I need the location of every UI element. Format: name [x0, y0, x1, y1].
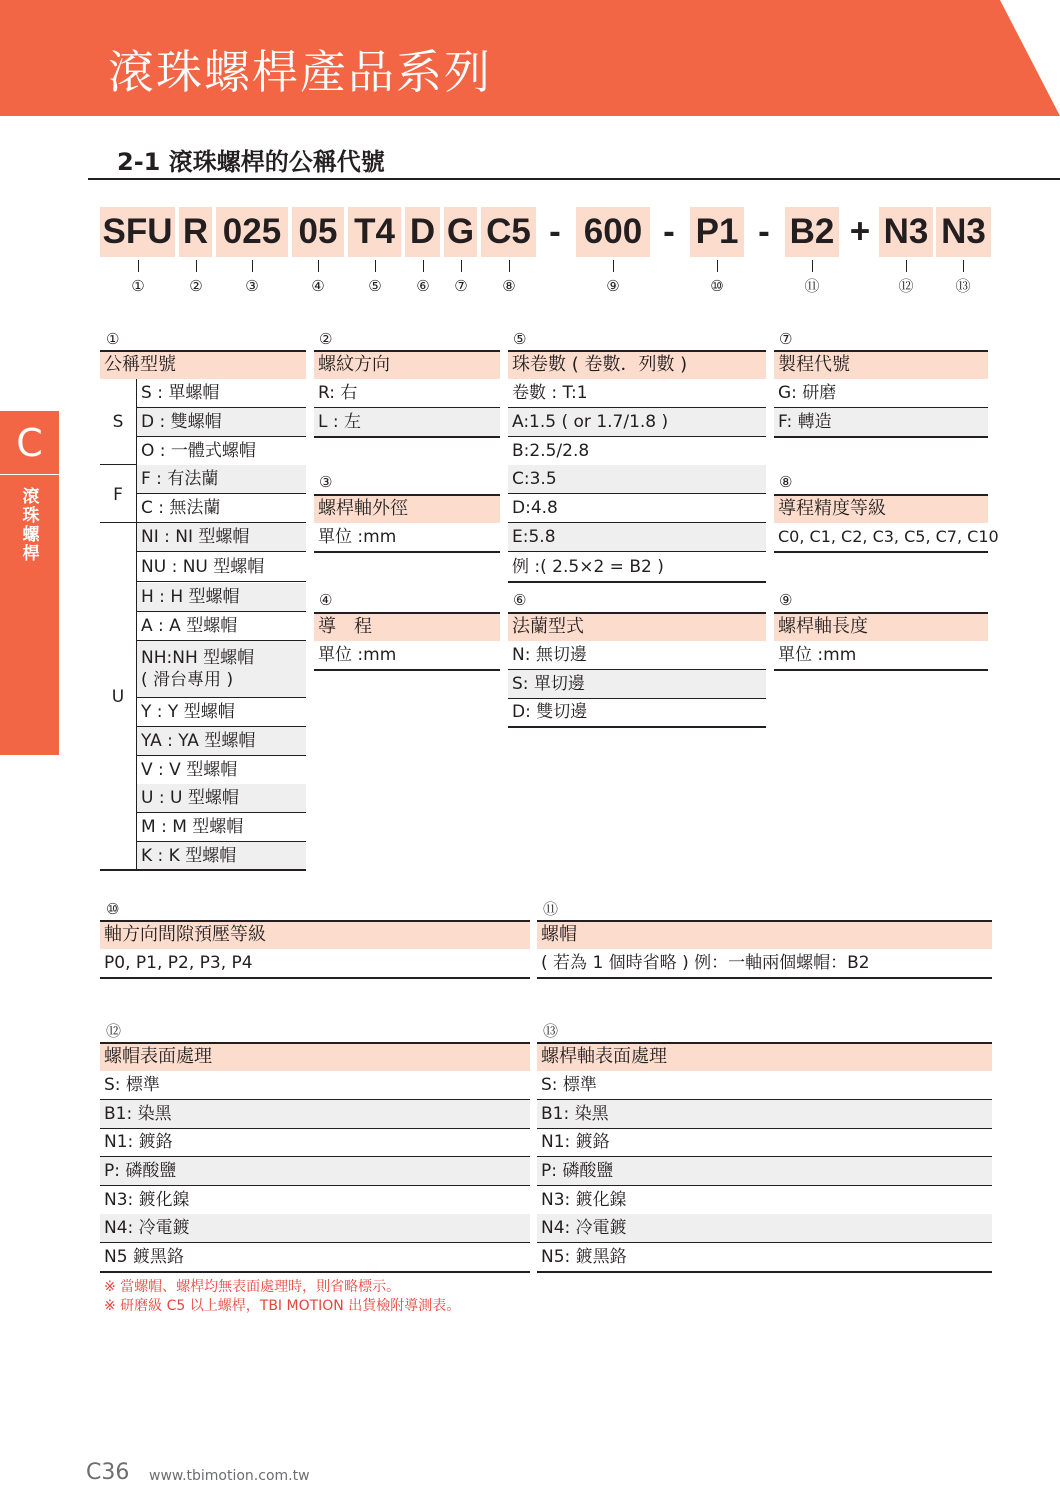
table-row: D:4.8 [508, 494, 766, 523]
table-header: 螺桿軸表面處理 [537, 1042, 992, 1071]
group-label: U [111, 687, 125, 707]
table-header: 螺桿軸長度 [774, 612, 988, 641]
table-row: N3: 鍍化鎳 [100, 1186, 530, 1215]
table-number: ② [319, 330, 333, 348]
table-row: N5 鍍黑鉻 [100, 1243, 530, 1272]
table-bottom-rule [774, 551, 988, 553]
table-row: K : K 型螺帽 [137, 842, 306, 871]
code-part: SFU [100, 207, 175, 257]
code-part: D [405, 207, 440, 257]
table-row: G: 研磨 [774, 379, 988, 408]
table-row: NH:NH 型螺帽 ( 滑台專用 ) [137, 641, 306, 698]
code-part: 05 [292, 207, 344, 257]
table-divider [100, 464, 136, 465]
table-row: C:3.5 [508, 465, 766, 494]
table-bottom-rule [508, 726, 766, 728]
code-separator: - [549, 212, 561, 251]
table-row: S : 單螺帽 [137, 379, 306, 408]
table-bottom-rule [314, 436, 500, 438]
table-row: B1: 染黑 [537, 1100, 992, 1129]
table-row: 例 :( 2.5×2 = B2 ) [508, 553, 766, 582]
code-number: ④ [311, 277, 325, 295]
table-row: ( 若為 1 個時省略 ) 例：一軸兩個螺帽：B2 [537, 949, 992, 978]
table-number: ⑪ [543, 900, 559, 918]
table-row: U : U 型螺帽 [137, 784, 306, 813]
table-row: NI : NI 型螺帽 [137, 523, 306, 552]
table-row: A : A 型螺帽 [137, 612, 306, 641]
code-number: ⑫ [898, 277, 914, 295]
code-part: C5 [481, 207, 536, 257]
code-separator: + [849, 212, 871, 251]
table-number: ⑫ [106, 1022, 122, 1040]
code-tick [461, 260, 462, 272]
table-number: ⑥ [513, 591, 527, 609]
code-part: R [179, 207, 212, 257]
table-row: B:2.5/2.8 [508, 437, 766, 466]
code-part: B2 [785, 207, 839, 257]
chapter-label: 滾珠螺桿 [22, 487, 40, 564]
table-row: M : M 型螺帽 [137, 813, 306, 842]
table-row: 單位 :mm [774, 641, 988, 670]
code-tick [717, 260, 718, 272]
code-number: ⑤ [368, 277, 382, 295]
code-tick [963, 260, 964, 272]
table-number: ⑬ [543, 1022, 559, 1040]
code-number: ⑩ [710, 277, 724, 295]
code-part: 025 [216, 207, 288, 257]
table-number: ⑩ [106, 900, 120, 918]
footnote: ※ 研磨級 C5 以上螺桿，TBI MOTION 出貨檢附導測表。 [104, 1298, 461, 1314]
banner-title: 滾珠螺桿產品系列 [108, 45, 492, 99]
code-number: ① [131, 277, 145, 295]
table-row: P: 磷酸鹽 [537, 1157, 992, 1186]
table-header: 製程代號 [774, 350, 988, 379]
table-header: 螺桿軸外徑 [314, 494, 500, 523]
table-row: N: 無切邊 [508, 641, 766, 670]
table-row: D : 雙螺帽 [137, 408, 306, 437]
table-header: 導程精度等級 [774, 494, 988, 523]
table-row: F: 轉造 [774, 408, 988, 437]
code-tick [423, 260, 424, 272]
table-bottom-rule [314, 669, 500, 671]
code-tick [509, 260, 510, 272]
table-row: Y : Y 型螺帽 [137, 698, 306, 727]
table-row: S: 標準 [100, 1071, 530, 1100]
table-number: ④ [319, 591, 333, 609]
code-part: N3 [879, 207, 933, 257]
footer-url[interactable]: www.tbimotion.com.tw [149, 1468, 310, 1484]
footnote: ※ 當螺帽、螺桿均無表面處理時，則省略標示。 [104, 1279, 401, 1295]
table-row: E:5.8 [508, 523, 766, 552]
table-number: ⑦ [779, 330, 793, 348]
table-bottom-rule [774, 436, 988, 438]
table-row: 單位 :mm [314, 523, 500, 552]
group-label: F [113, 485, 123, 505]
table-row: N5: 鍍黑鉻 [537, 1243, 992, 1272]
code-number: ⑥ [416, 277, 430, 295]
group-label: S [112, 412, 124, 432]
section-rule [88, 178, 1060, 180]
page-banner [0, 0, 1060, 116]
code-tick [138, 260, 139, 272]
table-row: V : V 型螺帽 [137, 756, 306, 785]
table-number: ① [106, 330, 120, 348]
page-number: C36 [86, 1460, 130, 1485]
table-number: ③ [319, 473, 333, 491]
table-number: ⑧ [779, 473, 793, 491]
code-number: ⑨ [606, 277, 620, 295]
code-tick [318, 260, 319, 272]
table-row: H : H 型螺帽 [137, 583, 306, 612]
table-header: 導 程 [314, 612, 500, 641]
table-header: 法蘭型式 [508, 612, 766, 641]
code-tick [906, 260, 907, 272]
code-part: T4 [348, 207, 401, 257]
code-tick [196, 260, 197, 272]
table-number: ⑨ [779, 591, 793, 609]
table-row: P: 磷酸鹽 [100, 1157, 530, 1186]
table-row: D: 雙切邊 [508, 698, 766, 727]
table-row: N1: 鍍鉻 [537, 1128, 992, 1157]
table-bottom-rule [774, 669, 988, 671]
table-row: N1: 鍍鉻 [100, 1128, 530, 1157]
table-bottom-rule [100, 977, 530, 979]
table-number: ⑤ [513, 330, 527, 348]
code-part: G [444, 207, 477, 257]
table-row: 卷數 : T:1 [508, 379, 766, 408]
table-row: NU : NU 型螺帽 [137, 553, 306, 582]
table-row: P0, P1, P2, P3, P4 [100, 949, 530, 978]
code-number: ③ [245, 277, 259, 295]
table-header: 公稱型號 [100, 350, 306, 379]
code-number: ⑧ [502, 277, 516, 295]
table-row: N4: 冷電鍍 [100, 1214, 530, 1243]
table-bottom-rule [537, 1271, 992, 1273]
table-row: R: 右 [314, 379, 500, 408]
table-header: 螺紋方向 [314, 350, 500, 379]
code-tick [812, 260, 813, 272]
code-tick [613, 260, 614, 272]
code-number: ⑦ [454, 277, 468, 295]
table-header: 珠卷數 ( 卷數．列數 ) [508, 350, 766, 379]
chapter-letter: C [16, 421, 43, 465]
table-row: N3: 鍍化鎳 [537, 1186, 992, 1215]
table-row: B1: 染黑 [100, 1100, 530, 1129]
table-row: A:1.5 ( or 1.7/1.8 ) [508, 408, 766, 437]
table-header: 螺帽 [537, 920, 992, 949]
table-row: F : 有法蘭 [137, 465, 306, 494]
code-number: ② [189, 277, 203, 295]
table-row: C : 無法蘭 [137, 494, 306, 523]
table-bottom-rule [508, 581, 766, 583]
chapter-divider [0, 474, 59, 475]
table-header: 軸方向間隙預壓等級 [100, 920, 530, 949]
code-part: P1 [690, 207, 744, 257]
table-row: S: 標準 [537, 1071, 992, 1100]
table-divider [100, 522, 136, 523]
code-number: ⑪ [804, 277, 820, 295]
table-row: S: 單切邊 [508, 670, 766, 699]
section-title: 2-1 滾珠螺桿的公稱代號 [117, 148, 385, 176]
table-row: N4: 冷電鍍 [537, 1214, 992, 1243]
table-row: YA : YA 型螺帽 [137, 727, 306, 756]
banner-corner-cut [1000, 0, 1060, 116]
code-part: N3 [936, 207, 991, 257]
code-number: ⑬ [955, 277, 971, 295]
code-separator: - [758, 212, 770, 251]
table-row: 單位 :mm [314, 641, 500, 670]
table-bottom-rule [314, 551, 500, 553]
table-bottom-rule [537, 977, 992, 979]
code-tick [252, 260, 253, 272]
table-bottom-rule [100, 1271, 530, 1273]
table-row: O : 一體式螺帽 [137, 437, 306, 466]
table-row: L : 左 [314, 408, 500, 437]
table-bottom-rule [100, 869, 306, 871]
code-separator: - [663, 212, 675, 251]
code-tick [375, 260, 376, 272]
code-part: 600 [576, 207, 650, 257]
table-header: 螺帽表面處理 [100, 1042, 530, 1071]
table-row: C0, C1, C2, C3, C5, C7, C10 [774, 523, 988, 552]
